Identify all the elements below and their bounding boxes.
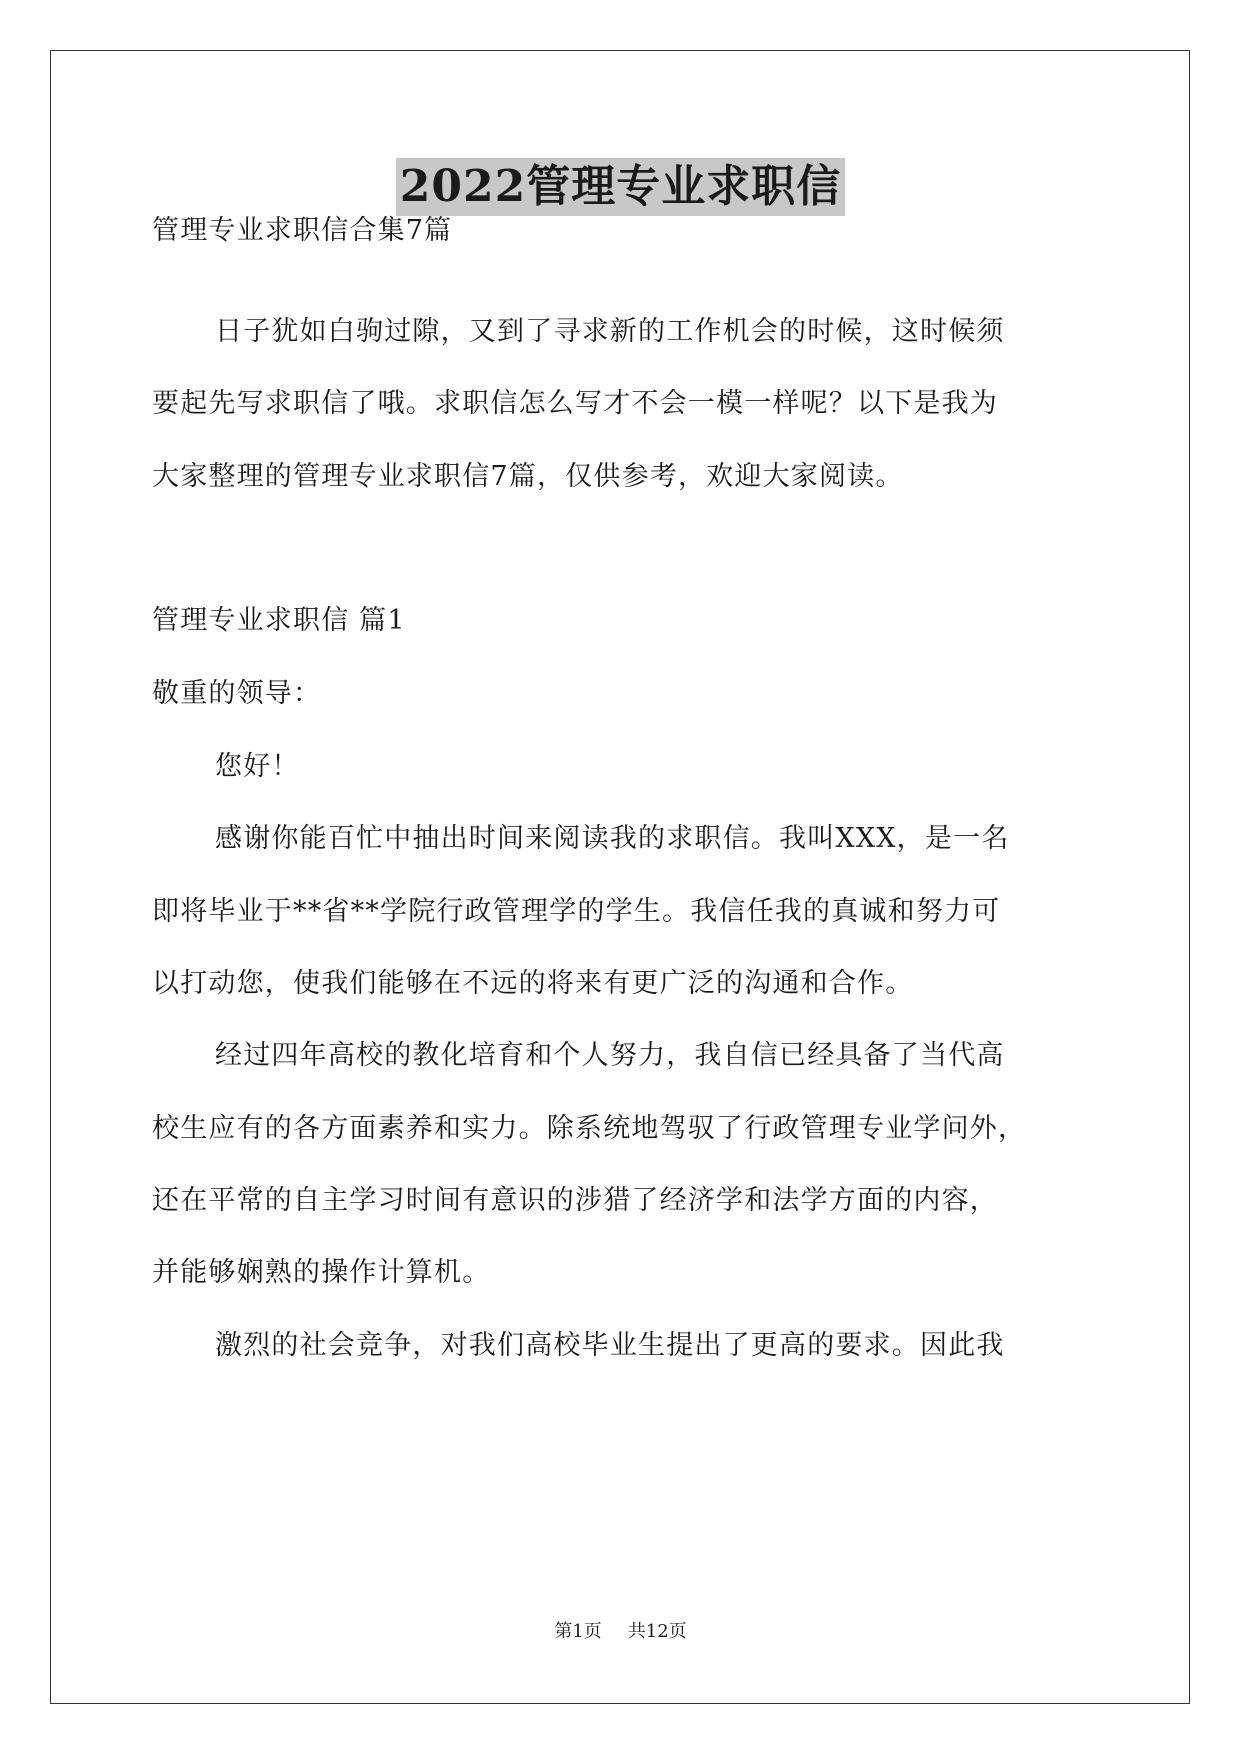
intro-line: 大家整理的管理专业求职信7篇，仅供参考，欢迎大家阅读。 (152, 461, 904, 492)
page-footer (0, 1620, 1241, 1644)
title-wrap (0, 158, 1241, 216)
section-heading: 管理专业求职信 篇1 (152, 605, 406, 636)
body-line: 并能够娴熟的操作计算机。 (152, 1257, 491, 1288)
body-line: 校生应有的各方面素养和实力。除系统地驾驭了行政管理专业学问外， (152, 1113, 1027, 1144)
greeting: 您好！ (215, 751, 300, 782)
page-border (50, 50, 1190, 1704)
body-line: 还在平常的自主学习时间有意识的涉猎了经济学和法学方面的内容， (152, 1185, 998, 1216)
intro-line: 日子犹如白驹过隙，又到了寻求新的工作机会的时候，这时候须 (215, 316, 1005, 347)
document-title: 2022管理专业求职信 (396, 158, 845, 216)
page-number: 第1页 (554, 1621, 602, 1642)
body-line: 即将毕业于**省**学院行政管理学的学生。我信任我的真诚和努力可 (152, 896, 1001, 927)
body-line: 以打动您，使我们能够在不远的将来有更广泛的沟通和合作。 (152, 968, 914, 999)
subtitle: 管理专业求职信合集7篇 (152, 215, 453, 246)
body-line: 感谢你能百忙中抽出时间来阅读我的求职信。我叫XXX，是一名 (215, 823, 1010, 854)
body-line: 激烈的社会竞争，对我们高校毕业生提出了更高的要求。因此我 (215, 1330, 1005, 1361)
salutation: 敬重的领导： (152, 678, 322, 709)
intro-line: 要起先写求职信了哦。求职信怎么写才不会一模一样呢？以下是我为 (152, 388, 998, 419)
body-line: 经过四年高校的教化培育和个人努力，我自信已经具备了当代高 (215, 1040, 1005, 1071)
page-total: 共12页 (627, 1621, 687, 1642)
